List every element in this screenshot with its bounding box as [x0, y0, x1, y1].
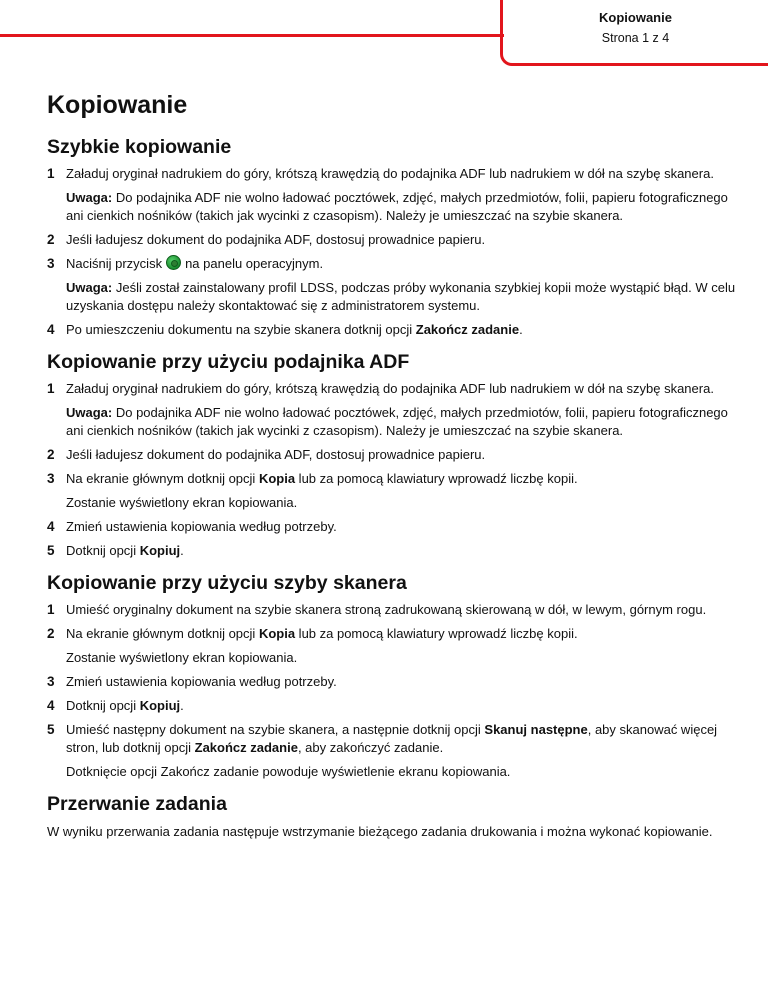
glass-copy-steps [47, 601, 737, 781]
step-number: 3 [47, 256, 55, 271]
step-number: 3 [47, 674, 55, 689]
page-title: Kopiowanie [47, 91, 188, 119]
section-heading-adf-copy: Kopiowanie przy użyciu podajnika ADF [47, 351, 410, 373]
header-title: Kopiowanie [599, 10, 672, 25]
step-text-part: . [519, 322, 523, 337]
option-finish-job: Zakończ zadanie [194, 740, 298, 755]
option-scan-next: Skanuj następne [484, 722, 588, 737]
step-text-part: lub za pomocą klawiatury wprowadź liczbę kopii. [295, 626, 578, 641]
step-text [66, 321, 737, 339]
list-item [47, 721, 737, 781]
option-copy-action: Kopiuj [139, 698, 181, 713]
list-item [47, 673, 737, 691]
option-copy: Kopia [258, 626, 296, 641]
document-body [47, 88, 737, 841]
step-text [66, 542, 737, 560]
step-number: 2 [47, 626, 55, 641]
option-finish-job: Zakończ zadanie [415, 322, 520, 337]
section-heading-interrupt-job: Przerwanie zadania [47, 793, 227, 815]
step-note [66, 404, 737, 440]
step-text-part: Dotknij opcji [66, 543, 140, 558]
green-start-button-icon [166, 255, 181, 270]
list-item [47, 470, 737, 512]
header-page-number: Strona 1 z 4 [601, 31, 670, 45]
step-text: Zmień ustawienia kopiowania według potrzeby. [66, 519, 337, 534]
list-item [47, 601, 737, 619]
step-text: Jeśli ładujesz dokument do podajnika ADF, dostosuj prowadnice papieru. [66, 232, 486, 247]
step-text [66, 625, 737, 643]
list-item [47, 165, 737, 225]
list-item [47, 446, 737, 464]
step-number: 4 [47, 698, 55, 713]
note-label: Uwaga: [66, 190, 113, 205]
list-item [47, 697, 737, 715]
list-item [47, 625, 737, 667]
step-text [66, 697, 737, 715]
list-item [47, 321, 737, 339]
step-text-part: Umieść następny dokument na szybie skanera, a następnie dotknij opcji [66, 722, 485, 737]
step-text-part: Na ekranie głównym dotknij opcji [66, 626, 259, 641]
adf-copy-steps [47, 380, 737, 560]
step-number: 2 [47, 232, 55, 247]
step-note [66, 279, 737, 315]
step-number: 4 [47, 322, 55, 337]
step-text: Załaduj oryginał nadrukiem do góry, krótszą krawędzią do podajnika ADF lub nadrukiem w dół na szybę skanera. [66, 381, 714, 396]
step-text: Zmień ustawienia kopiowania według potrzeby. [66, 674, 337, 689]
step-number: 4 [47, 519, 55, 534]
step-text-part: , aby zakończyć zadanie. [297, 740, 444, 755]
option-copy-action: Kopiuj [139, 543, 181, 558]
step-info: Dotknięcie opcji Zakończ zadanie powoduje wyświetlenie ekranu kopiowania. [66, 764, 511, 779]
step-note [66, 189, 737, 225]
step-text-part: Po umieszczeniu dokumentu na szybie skanera dotknij opcji [66, 322, 416, 337]
section-heading-quick-copy: Szybkie kopiowanie [47, 136, 232, 158]
note-text: Do podajnika ADF nie wolno ładować pocztówek, zdjęć, małych przedmiotów, folii, papieru fotograficznego ani cienkich nośników (takich jak wycinki z czasopism). Należy je umieszczać na szybie skanera. [66, 405, 728, 438]
step-text [66, 721, 737, 757]
list-item [47, 542, 737, 560]
step-text-part: . [180, 698, 184, 713]
option-copy: Kopia [258, 471, 296, 486]
list-item [47, 518, 737, 536]
step-number: 1 [47, 602, 55, 617]
step-text-part: Naciśnij przycisk [66, 256, 163, 271]
list-item [47, 255, 737, 315]
step-text-part: na panelu operacyjnym. [185, 256, 324, 271]
step-text [66, 255, 737, 273]
list-item [47, 231, 737, 249]
step-text-part: lub za pomocą klawiatury wprowadź liczbę kopii. [295, 471, 578, 486]
note-text: Do podajnika ADF nie wolno ładować pocztówek, zdjęć, małych przedmiotów, folii, papieru fotograficznego ani cienkich nośników (takich jak wycinki z czasopism). Należy je umieszczać na szybie skanera. [66, 190, 728, 223]
note-label: Uwaga: [66, 280, 113, 295]
step-text [66, 470, 737, 488]
section-heading-glass-copy: Kopiowanie przy użyciu szyby skanera [47, 572, 407, 594]
note-label: Uwaga: [66, 405, 113, 420]
step-number: 2 [47, 447, 55, 462]
quick-copy-steps [47, 165, 737, 339]
step-text-part: , aby skanować więcej stron, lub dotknij opcji [66, 722, 718, 755]
step-text-part: Dotknij opcji [66, 698, 140, 713]
header-rule [0, 34, 504, 37]
page-header [500, 0, 768, 66]
step-number: 5 [47, 543, 55, 558]
step-text-part: Na ekranie głównym dotknij opcji [66, 471, 259, 486]
step-number: 3 [47, 471, 55, 486]
step-number: 1 [47, 381, 55, 396]
interrupt-job-text: W wyniku przerwania zadania następuje wstrzymanie bieżącego zadania drukowania i można wykonać kopiowanie. [47, 824, 713, 839]
list-item [47, 380, 737, 440]
step-text: Umieść oryginalny dokument na szybie skanera stroną zadrukowaną skierowaną w dół, w lewym, górnym rogu. [66, 602, 707, 617]
step-number: 5 [47, 722, 55, 737]
step-info: Zostanie wyświetlony ekran kopiowania. [66, 495, 298, 510]
step-number: 1 [47, 166, 55, 181]
step-text-part: . [180, 543, 184, 558]
step-text: Jeśli ładujesz dokument do podajnika ADF, dostosuj prowadnice papieru. [66, 447, 486, 462]
note-text: Jeśli został zainstalowany profil LDSS, podczas próby wykonania szybkiej kopii może wystąpić błąd. W celu uzyskania dostępu należy skontaktować się z administratorem systemu. [66, 280, 736, 313]
step-text: Załaduj oryginał nadrukiem do góry, krótszą krawędzią do podajnika ADF lub nadrukiem w dół na szybę skanera. [66, 166, 714, 181]
step-info: Zostanie wyświetlony ekran kopiowania. [66, 650, 298, 665]
